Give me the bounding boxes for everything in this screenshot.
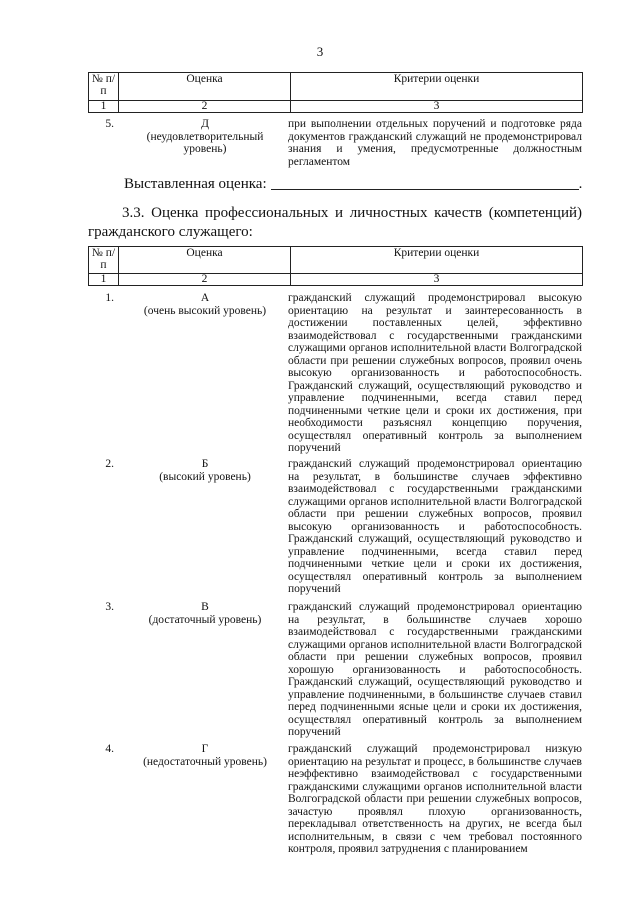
colnum-2: 2 [119,274,291,286]
row-grade [116,292,294,317]
grade-letter: Б [201,458,209,470]
page-number: 3 [316,44,324,59]
row-criteria: гражданский служащий продемонстрировал высокую ориентацию на результат и заинтересованность в достижении поставленных целей, эффективно взаимодействовал с государственными гражданскими служащими органов исполнительной власти Волгоградской области при решении служебных вопросов, проявил очень высокую организованность и работоспособность. Гражданский служащий, осуществляющий руководство и управление подчиненными, всегда ставил перед подчиненными четкие цели и сроки их достижения, при необходимости разъяснял концепцию поручения, осуществлял оперативный контроль за выполнением поручений [288,292,582,454]
grade-level: (очень высокий уровень) [143,304,267,317]
grade-letter: Д [201,118,209,130]
table1-header [88,72,583,113]
colnum-3: 3 [291,101,583,113]
row-grade [116,601,294,626]
row-grade [116,458,294,483]
grade-level: (достаточный уровень) [148,613,262,626]
grade-level: (неудовлетворительный уровень) [146,130,264,155]
header-criteria: Критерии оценки [291,247,583,274]
row-number: 3. [105,601,114,613]
row-criteria: гражданский служащий продемонстрировал ориентацию на результат, в большинстве случаев эффективно взаимодействовал с государственными гражданскими служащими органов исполнительной власти Волгоградской области при решении служебных вопросов, проявил высокую организованность и работоспособность. Гражданский служащий, осуществляющий руководство и управление подчиненными, всегда ставил перед подчиненными четкие цели и сроки их достижения, осуществлял оперативный контроль за выполнением поручений [288,458,582,595]
grade-level: (высокий уровень) [159,470,251,483]
row-criteria: гражданский служащий продемонстрировал низкую ориентацию на результат и процесс, в большинстве случаев неэффективно взаимодействовал с государственными гражданскими служащими органов исполнительной власти Волгоградской области при решении служебных вопросов, зачастую проявлял плохую организованность, перекладывал ответственность на других, не всегда был исполнительным, в связи с чем требовал постоянного контроля, проявил затруднения с планированием [288,743,582,855]
header-num: № п/п [89,73,119,101]
grade-letter: В [201,601,209,613]
header-criteria: Критерии оценки [291,73,583,101]
header-grade: Оценка [119,247,291,274]
grade-level: (недостаточный уровень) [143,755,267,768]
assessed-end: . [578,176,583,192]
table2-header [88,246,583,286]
row-number: 2. [105,458,114,470]
row-number: 5. [105,118,114,130]
header-num: № п/п [89,247,119,274]
row-number: 1. [105,292,114,304]
grade-letter: Г [201,743,209,755]
colnum-1: 1 [89,274,119,286]
assessed-blank-line[interactable] [271,189,579,190]
assessed-grade [124,176,582,193]
assessed-label: Выставленная оценка: [124,176,267,192]
row-grade [116,743,294,768]
colnum-1: 1 [89,101,119,113]
section-title: 3.3. Оценка профессиональных и личностных качеств (компетенций) гражданского служащего: [88,205,582,240]
row-criteria: при выполнении отдельных поручений и подготовке ряда документов гражданский служащий не продемонстрировал знания и умения, предусмотренные должностным регламентом [288,118,582,168]
row-number: 4. [105,743,114,755]
grade-letter: А [200,292,210,304]
colnum-3: 3 [291,274,583,286]
header-grade: Оценка [119,73,291,101]
row-criteria: гражданский служащий продемонстрировал ориентацию на результат, в большинстве случаев хорошо взаимодействовал с государственными гражданскими служащими органов исполнительной власти Волгоградской области при решении служебных вопросов, проявил хорошую организованность и работоспособность. Гражданский служащий, осуществляющий руководство и управление подчиненными, в большинстве случаев ставил перед подчиненными ясные цели и сроки их достижения, осуществлял оперативный контроль за выполнением поручений [288,601,582,738]
colnum-2: 2 [119,101,291,113]
row-grade [116,118,294,156]
